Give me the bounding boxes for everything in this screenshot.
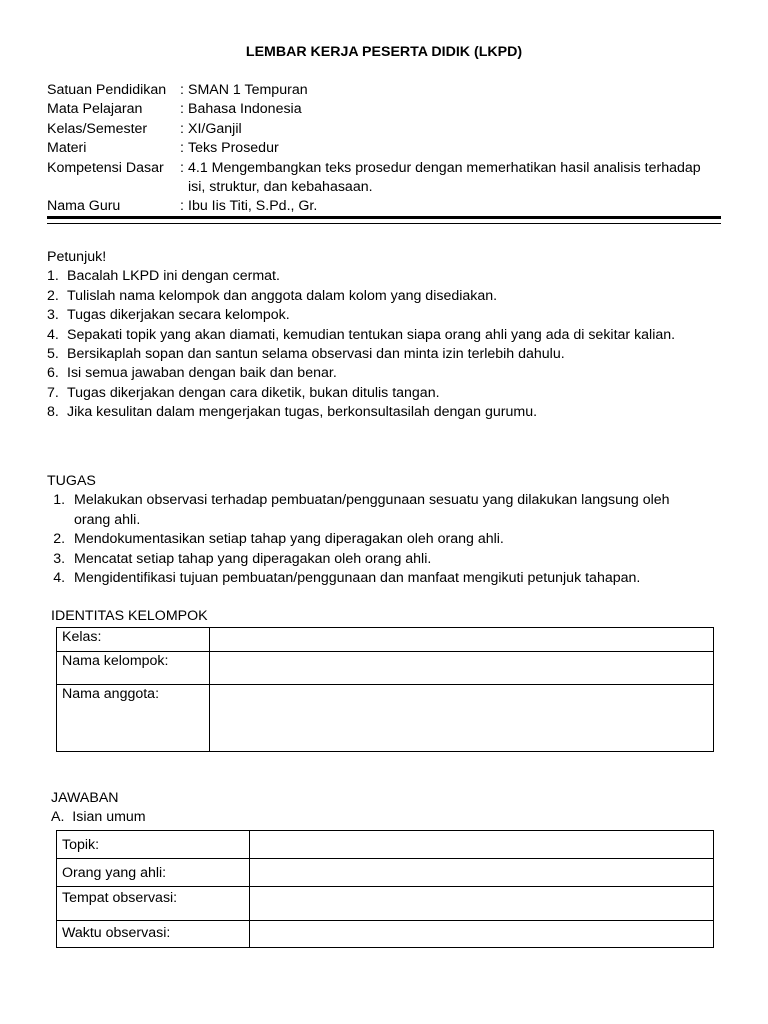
- table-label: Nama kelompok:: [57, 652, 210, 685]
- list-item: 6. Isi semua jawaban dengan baik dan benar.: [47, 365, 337, 382]
- info-label: Kompetensi Dasar: [47, 159, 164, 176]
- petunjuk-list: [47, 267, 721, 422]
- nama-anggota-field[interactable]: [210, 685, 714, 752]
- petunjuk-heading: Petunjuk!: [47, 249, 107, 265]
- table-row: [57, 921, 714, 948]
- info-value: 4.1 Mengembangkan teks prosedur dengan memerhatikan hasil analisis terhadap isi, struktur, dan kebahasaan.: [188, 159, 701, 196]
- info-row-kompetensi: Kompetensi Dasar : 4.1 Mengembangkan teks prosedur dengan memerhatikan hasil analisis terhadap isi, struktur, dan kebahasaan.: [47, 159, 727, 198]
- table-row: [57, 652, 714, 685]
- list-item: 3. Mencatat setiap tahap yang diperagakan oleh orang ahli.: [53, 550, 432, 567]
- table-row: [57, 859, 714, 887]
- list-item: 1. Melakukan observasi terhadap pembuatan/penggunaan sesuatu yang dilakukan langsung oleh orang ahli.: [53, 492, 670, 528]
- kelas-field[interactable]: [210, 628, 714, 652]
- tugas-heading: TUGAS: [47, 473, 96, 489]
- list-item: 5. Bersikaplah sopan dan santun selama observasi dan minta izin terlebih dahulu.: [47, 346, 565, 363]
- isian-umum-table: [56, 830, 714, 948]
- table-row: [57, 685, 714, 752]
- list-item: 3. Tugas dikerjakan secara kelompok.: [47, 307, 290, 324]
- topik-field[interactable]: [250, 831, 714, 859]
- table-label: Orang yang ahli:: [57, 859, 250, 887]
- table-row: [57, 831, 714, 859]
- table-label: Tempat observasi:: [57, 887, 250, 921]
- nama-kelompok-field[interactable]: [210, 652, 714, 685]
- info-value: Ibu Iis Titi, S.Pd., Gr.: [188, 198, 318, 215]
- info-value: SMAN 1 Tempuran: [188, 82, 308, 98]
- divider-thick: [47, 216, 721, 219]
- info-label: Kelas/Semester: [47, 120, 148, 137]
- info-row-kelas: Kelas/Semester : XI/Ganjil: [47, 120, 727, 139]
- info-value: XI/Ganjil: [188, 120, 242, 137]
- list-item: 2. Mendokumentasikan setiap tahap yang diperagakan oleh orang ahli.: [53, 531, 504, 548]
- waktu-observasi-field[interactable]: [250, 921, 714, 948]
- info-label: Satuan Pendidikan: [47, 82, 167, 98]
- list-item: 2. Tulislah nama kelompok dan anggota dalam kolom yang disediakan.: [47, 287, 498, 304]
- table-label: Waktu observasi:: [57, 921, 250, 948]
- page-title: LEMBAR KERJA PESERTA DIDIK (LKPD): [245, 44, 523, 60]
- list-item: 4. Mengidentifikasi tujuan pembuatan/penggunaan dan manfaat mengikuti petunjuk tahapan.: [53, 570, 641, 587]
- identitas-table: [56, 627, 714, 752]
- table-label: Topik:: [57, 831, 250, 859]
- info-label: Mata Pelajaran: [47, 101, 143, 118]
- tugas-list: [47, 491, 721, 588]
- info-row-satuan: Satuan Pendidikan : SMAN 1 Tempuran: [47, 81, 727, 100]
- petunjuk-section: [47, 248, 721, 423]
- table-label: Kelas:: [57, 628, 210, 652]
- table-row: [57, 628, 714, 652]
- info-block: [47, 81, 727, 217]
- info-row-mapel: Mata Pelajaran : Bahasa Indonesia: [47, 100, 727, 119]
- info-label: Materi: [47, 140, 87, 157]
- info-row-materi: Materi : Teks Prosedur: [47, 139, 727, 158]
- info-label: Nama Guru: [47, 198, 121, 215]
- tugas-section: [47, 472, 721, 588]
- orang-ahli-field[interactable]: [250, 859, 714, 887]
- info-row-guru: Nama Guru : Ibu Iis Titi, S.Pd., Gr.: [47, 197, 727, 216]
- list-item: 4. Sepakati topik yang akan diamati, kemudian tentukan siapa orang ahli yang ada di sekitar kalian.: [47, 326, 676, 343]
- info-value: Bahasa Indonesia: [188, 101, 302, 118]
- jawaban-subheading: A. Isian umum: [51, 809, 146, 825]
- jawaban-heading: JAWABAN: [51, 790, 119, 806]
- list-item: 1. Bacalah LKPD ini dengan cermat.: [47, 268, 280, 285]
- info-value: Teks Prosedur: [188, 140, 279, 157]
- list-item: 7. Tugas dikerjakan dengan cara diketik, bukan ditulis tangan.: [47, 384, 440, 401]
- identitas-heading: IDENTITAS KELOMPOK: [51, 608, 208, 624]
- list-item: 8. Jika kesulitan dalam mengerjakan tugas, berkonsultasilah dengan gurumu.: [47, 404, 538, 421]
- table-row: [57, 887, 714, 921]
- tempat-observasi-field[interactable]: [250, 887, 714, 921]
- table-label: Nama anggota:: [57, 685, 210, 752]
- divider-thin: [47, 223, 721, 224]
